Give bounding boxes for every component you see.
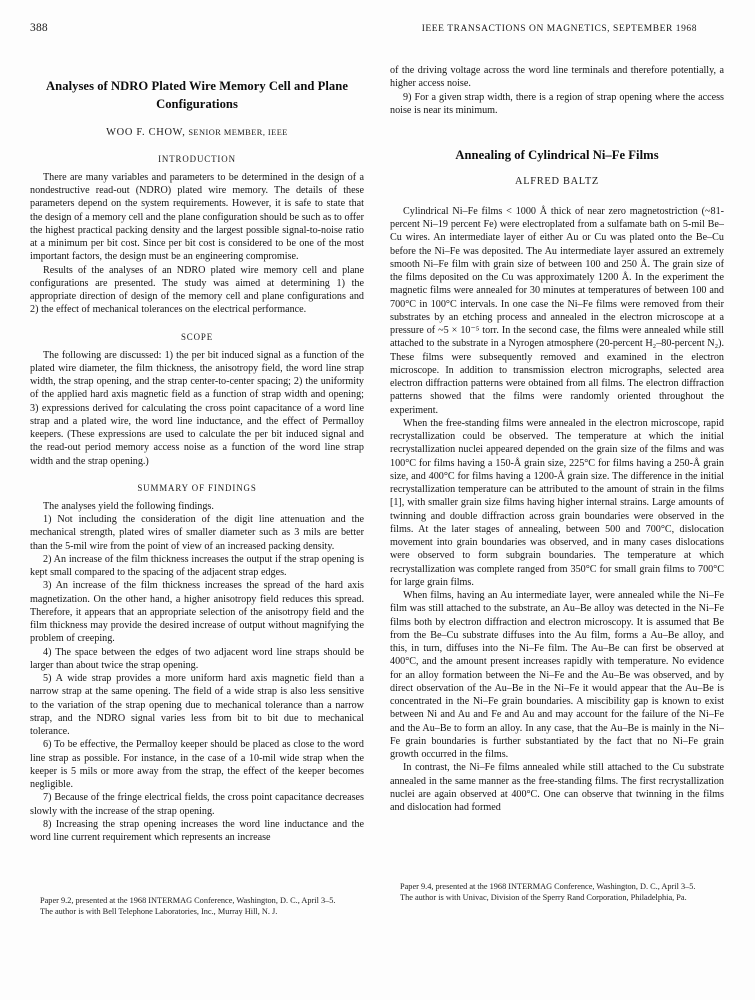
left-column-footnotes bbox=[30, 890, 364, 918]
finding-item: 7) Because of the fringe electrical fields, the cross point capacitance decreases slowly with the increase of the strap opening. bbox=[30, 792, 364, 817]
article-one-author: WOO F. CHOW, bbox=[106, 126, 186, 138]
footnote-paper-reference: Paper 9.4, presented at the 1968 INTERMAG Conference, Washington, D. C., April 3–5. bbox=[400, 882, 696, 892]
running-head bbox=[30, 22, 725, 38]
finding-item: 3) An increase of the film thickness increases the spread of the hard axis magnetization. On the other hand, a higher anisotropy field reduces this spread. Therefore, it appears that an appropriate selection of the anisotropy field and the film thickness may provide the desired increase of output without magnifying the problem of creeping. bbox=[30, 580, 364, 645]
left-column bbox=[30, 64, 364, 918]
finding-item: 5) A wide strap provides a more uniform hard axis magnetic field than a narrow strap at the same opening. The field of a wide strap is also less sensitive to the variation of the strap opening due to mechanical tolerance than a narrow strap, and the NDRO signal varies less from bit to bit due to mechanical tolerance. bbox=[30, 673, 364, 737]
article-two-byline bbox=[390, 176, 724, 187]
finding-item: 4) The space between the edges of two adjacent word line straps should be larger than about twice the strap opening. bbox=[30, 646, 364, 671]
right-column bbox=[390, 64, 724, 904]
paragraph: Cylindrical Ni–Fe films < 1000 Å thick of near zero magnetostriction (~81-percent Ni–19 percent Fe) were electroplated from a sulfamate bath on 5-mil Be–Cu wires. An intermediate layer of either Au or Cu was plated onto the Be–Cu before the Ni–Fe was deposited. The Au intermediate layer assured an extremely smooth Ni–Fe film with grain size of between 100 and 250 Å. The grain size of the films deposited on the Cu was approximately 1200 Å. In the experiment the magnetic films were annealed for 30 minutes at temperatures of between 100 and 700°C in 100°C intervals. In one case the Ni–Fe films were removed from their substrates by an etching process and annealed in the electron microscope at a pressure of ~5 × 10⁻⁵ torr. In the second case, the films were annealed while still attached to the substrate in a Nyrogen atmosphere (20-percent H₂–80-percent N₂). These films were subsequently removed and examined in the electron microscope. In addition to transmission electron micrographs, selected area electron diffraction patterns were obtained from all films. The electron diffraction patterns showed that the films were randomly oriented throughout the experiment. bbox=[390, 205, 724, 416]
paragraph: There are many variables and parameters to be determined in the design of a nondestructive read-out (NDRO) plated wire memory. The details of these parameters depend on the system requirements. However, it is safe to state that the design of a memory cell and the plane configuration should be such as to offer the highest practical packing density and the largest possible signal-to-noise ratio at a minimum per bit cost. Since per bit cost is considered to be one of the most important factors, the design must be an engineering compromise. bbox=[30, 171, 364, 263]
article-one-title: Analyses of NDRO Plated Wire Memory Cell and Plane Configurations bbox=[46, 79, 348, 111]
section-head-scope: SCOPE bbox=[180, 331, 214, 342]
paragraph: When films, having an Au intermediate layer, were annealed while the Ni–Fe film was still attached to the substrate, an Au–Be alloy was detected in the Ni–Fe films both by electron diffraction and electron microscopy. It is assumed that Be from the Be–Cu substrate diffuses into the Au film, forms a Au–Be alloy, and this, in turn, diffuses into the Ni–Fe film. The Au–Be can first be observed at 400°C, and the amount present increases rapidly with temperature. No evidence for an alloy formation between the Ni–Fe and the Au–Be was observed, and by direct observation of the Au–Be in the Ni–Fe it would appear that the Au–Be is concentrated in the Ni–Fe grain boundaries. A miscibility gap is known to exist between Ni and Au and Fe and Au and may account for the failure of the Ni–Fe and the Au–Be to form an alloy. In any case, that the Au–Be is mainly in the Ni–Fe grain boundaries is further substantiated by the fact that no Ni–Fe grain growth occurred in the films. bbox=[390, 590, 724, 761]
two-column-layout bbox=[30, 64, 725, 918]
finding-item: 8) Increasing the strap opening increases the word line inductance and the word line current requirement which represents an increase bbox=[30, 818, 364, 843]
page-number: 388 bbox=[30, 22, 48, 34]
footnote-paper-reference: Paper 9.2, presented at the 1968 INTERMAG Conference, Washington, D. C., April 3–5. bbox=[40, 896, 336, 906]
paragraph: Results of the analyses of an NDRO plated wire memory cell and plane configurations are presented. The study was aimed at determining 1) the appropriate direction of design of the memory cell and plane configurations and 2) the effect of mechanical tolerances on the electrical performance. bbox=[30, 264, 364, 316]
article-two-author: ALFRED BALTZ bbox=[515, 175, 599, 187]
finding-item: 1) Not including the consideration of the digit line attenuation and the mechanical strength, plated wires of smaller diameter such as 3 mils are better than the 5-mil wire from the point of view of an increased packing density. bbox=[30, 514, 364, 552]
paragraph: The following are discussed: 1) the per bit induced signal as a function of the plated wire diameter, the film thickness, the anisotropy field, the word line strap width, the strap opening, and the strap center-to-center spacing; 2) the uniformity of the applied hard axis magnetic field as a function of strap width and opening; 3) expressions derived for calculating the cross point capacitance of a word line strap and a plated wire, the word line inductance, and the effect of Permalloy keepers. (These expressions are used to calculate the per bit induced signal and the read-out period memory access noise as a function of the word line strap width and the strap opening.) bbox=[30, 349, 364, 467]
right-column-footnotes bbox=[390, 876, 724, 904]
finding-item: 2) An increase of the film thickness increases the output if the strap opening is kept small compared to the spacing of the adjacent strap edges. bbox=[30, 553, 364, 578]
finding-item: 6) To be effective, the Permalloy keeper should be placed as close to the word line strap as possible. For instance, in the case of a 10-mil wide strap when the keeper is 5 mils or more away from the strap, the effect of the keeper becomes negligible. bbox=[30, 739, 364, 790]
article-two-title: Annealing of Cylindrical Ni–Fe Films bbox=[455, 148, 659, 162]
paragraph: of the driving voltage across the word line terminals and therefore potentially, a higher access noise. bbox=[390, 65, 724, 90]
article-one-author-affiliation: SENIOR MEMBER, IEEE bbox=[188, 127, 288, 137]
paragraph: When the free-standing films were annealed in the electron microscope, rapid recrystallization could be observed. The temperature at which the initial recrystallization nuclei appeared depended on the grain size of the films and was 100°C for films having a 150-Å grain size, 225°C for films having a 250-Å grain size, and 400°C for films having a 1200-Å grain size. The difference in the initial recrystallization temperature can be attributed to the amount of strain in the films [1], with smaller grain size films having higher internal strains. Large amounts of twinning and double diffraction across grain boundaries were observed in the films. At the later stages of annealing, between 500 and 700°C, dislocation movement into grain boundaries was observed, and in many cases dislocations were observed to form subgrain boundaries. The temperature at which recrystallization was complete ranged from 350°C for small grain films to 700°C for large grain films. bbox=[390, 417, 724, 588]
paragraph: In contrast, the Ni–Fe films annealed while still attached to the Cu substrate annealed in the same manner as the free-standing films. The first recrystallization nuclei are again observed at 400°C. One can observe that twinning in the films and dislocation had formed bbox=[390, 762, 724, 814]
journal-running-title: IEEE TRANSACTIONS ON MAGNETICS, SEPTEMBER 1968 bbox=[421, 24, 697, 34]
article-one-byline bbox=[30, 127, 364, 138]
footnote-author-affiliation: The author is with Bell Telephone Laboratories, Inc., Murray Hill, N. J. bbox=[40, 907, 278, 917]
footnote-author-affiliation: The author is with Univac, Division of the Sperry Rand Corporation, Philadelphia, Pa. bbox=[400, 893, 687, 903]
finding-item: 9) For a given strap width, there is a region of strap opening where the access noise is near its minimum. bbox=[390, 91, 724, 116]
section-head-introduction: INTRODUCTION bbox=[158, 153, 236, 164]
paragraph: The analyses yield the following findings. bbox=[43, 500, 214, 512]
section-head-summary-of-findings: SUMMARY OF FINDINGS bbox=[137, 482, 257, 493]
